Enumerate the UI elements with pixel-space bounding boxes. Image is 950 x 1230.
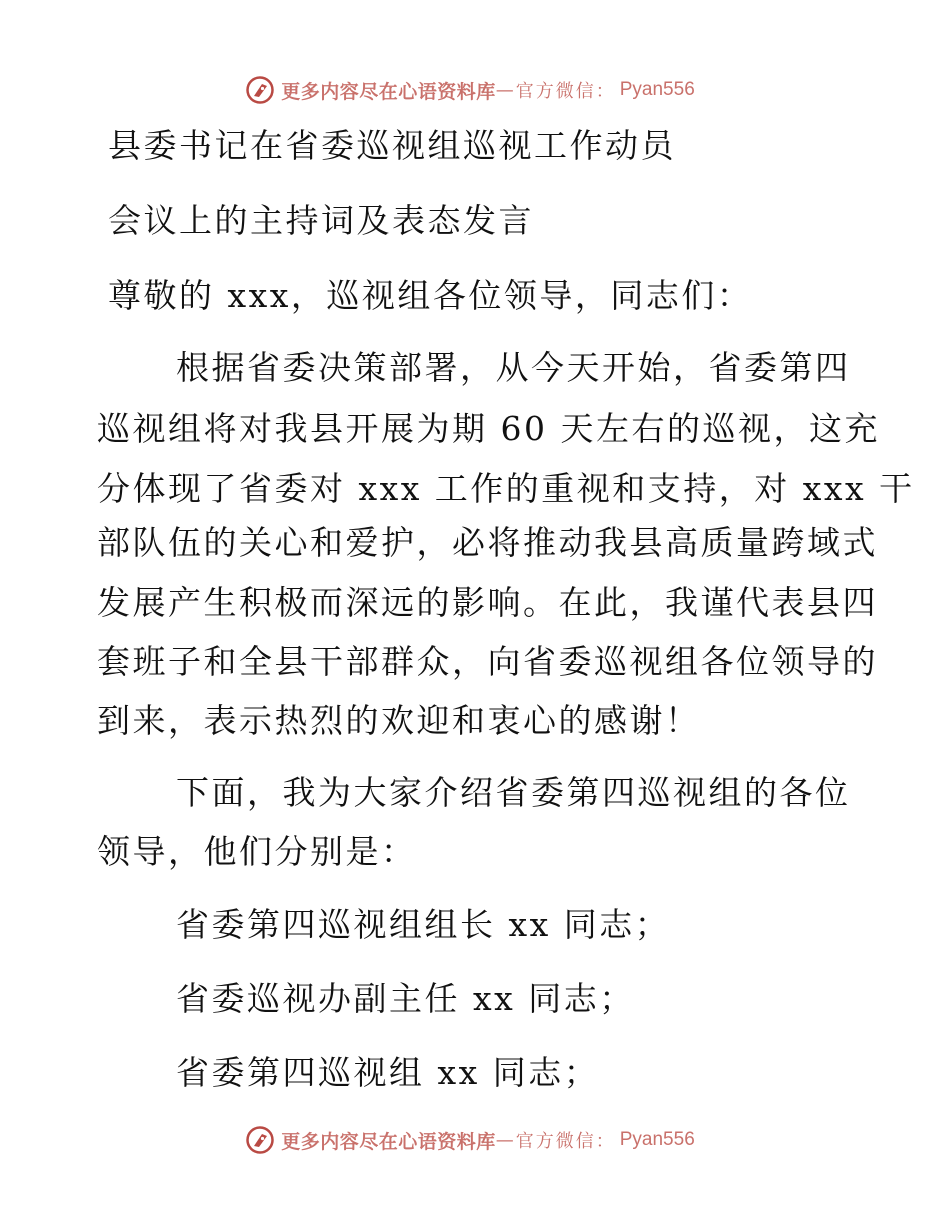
paragraph-2-line: 下面，我为大家介绍省委第四巡视组的各位 [176, 773, 851, 812]
pen-nib-circle-icon [245, 75, 275, 105]
header-watermark [0, 70, 950, 110]
paragraph-1-line: 发展产生积极而深远的影响。在此，我谨代表县四 [97, 583, 878, 622]
promo-text: 更多内容尽在心语资料库 [281, 80, 496, 103]
pen-nib-circle-icon [245, 1125, 275, 1155]
paragraph-1-line: 分体现了省委对 xxx 工作的重视和支持，对 xxx 干 [97, 469, 915, 508]
member-list-item: 省委第四巡视组 xx 同志； [176, 1053, 600, 1092]
paragraph-1-line: 部队伍的关心和爱护，必将推动我县高质量跨域式 [97, 523, 878, 562]
promo-text: 更多内容尽在心语资料库 [281, 1130, 496, 1153]
wechat-label: 官方微信： [515, 81, 616, 102]
member-list-item: 省委第四巡视组组长 xx 同志； [176, 905, 671, 944]
paragraph-1-line: 到来，表示热烈的欢迎和衷心的感谢！ [97, 701, 701, 740]
member-list-item: 省委巡视办副主任 xx 同志； [176, 979, 635, 1018]
footer-watermark [0, 1120, 950, 1160]
paragraph-1-line: 套班子和全县干部群众，向省委巡视组各位领导的 [97, 642, 878, 681]
wechat-id: Pyan556 [619, 79, 695, 100]
wechat-label: 官方微信： [515, 1131, 616, 1152]
paragraph-2-line: 领导，他们分别是： [97, 832, 417, 871]
document-title-line-1: 县委书记在省委巡视组巡视工作动员 [108, 126, 676, 165]
paragraph-1-line: 根据省委决策部署，从今天开始，省委第四 [176, 348, 851, 387]
salutation: 尊敬的 xxx，巡视组各位领导，同志们： [108, 276, 753, 315]
separator: — [495, 1129, 514, 1151]
wechat-id: Pyan556 [619, 1129, 695, 1150]
document-title-line-2: 会议上的主持词及表态发言 [108, 201, 534, 240]
paragraph-1-line: 巡视组将对我县开展为期 60 天左右的巡视，这充 [97, 409, 880, 448]
separator: — [495, 79, 514, 101]
